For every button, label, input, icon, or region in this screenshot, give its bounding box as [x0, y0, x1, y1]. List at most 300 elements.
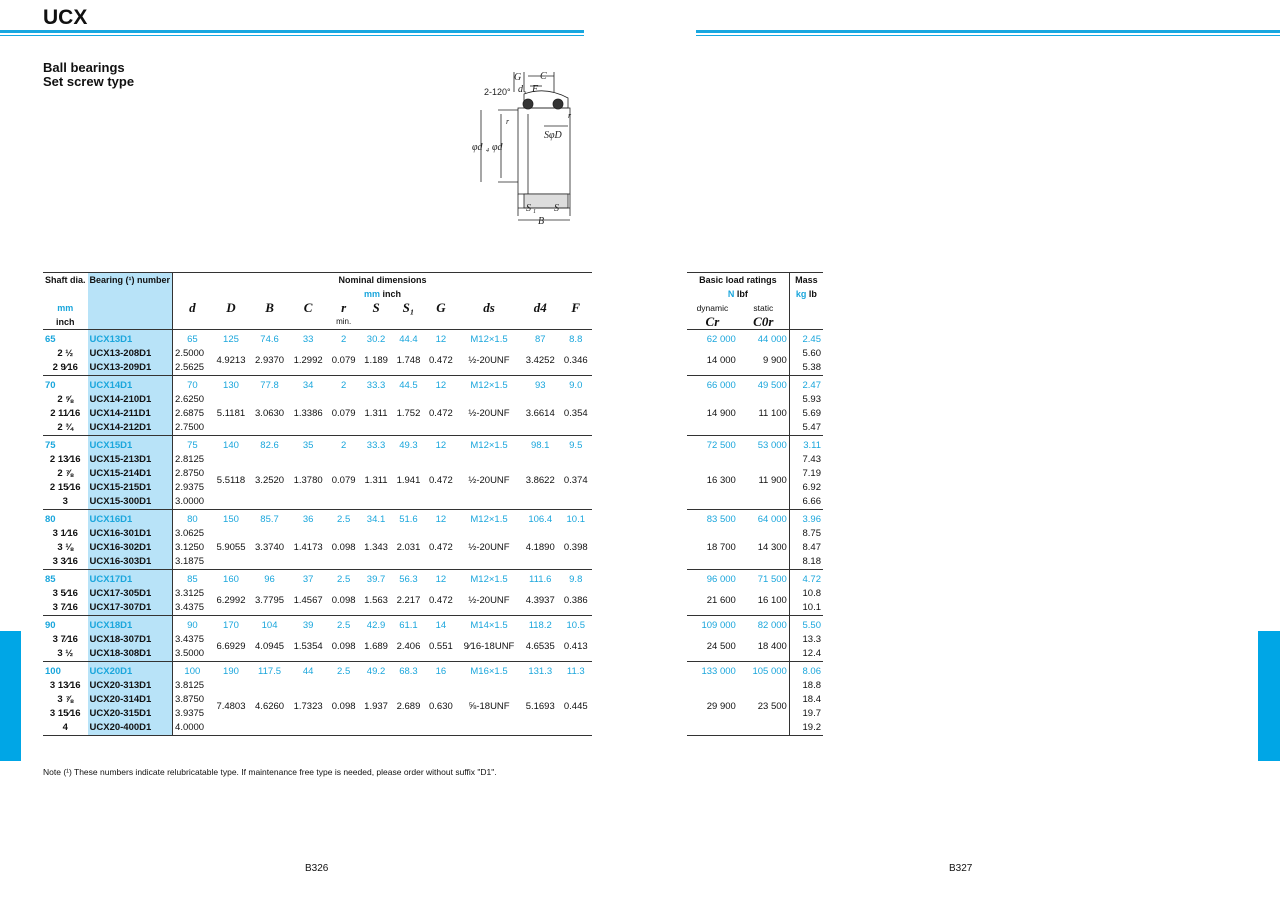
inch-value: 0.079 — [331, 408, 356, 419]
inch-d: 3.0000 — [173, 495, 212, 510]
metric-value: 75 — [173, 436, 212, 454]
bearing-number: UCX15-300D1 — [88, 495, 173, 510]
metric-value: 170 — [212, 616, 251, 634]
metric-value: 2.5 — [327, 510, 359, 528]
metric-value: M12×1.5 — [457, 330, 521, 348]
metric-value: 34 — [289, 376, 328, 394]
bearing-number: UCX17-305D1 — [88, 587, 173, 601]
bearing-number: UCX14-210D1 — [88, 393, 173, 407]
header-static: static — [753, 303, 774, 313]
diagram-label-ds: d — [518, 84, 523, 95]
shaft-inch: 2 ½ — [57, 348, 74, 359]
table-row — [43, 393, 592, 407]
header-rule-left — [0, 30, 584, 33]
table-row — [687, 633, 823, 647]
diagram-label-r1: r — [506, 117, 510, 126]
bearing-number: UCX15D1 — [88, 436, 173, 454]
mass-lb: 10.8 — [789, 587, 823, 601]
table-row — [43, 662, 592, 680]
bearing-number: UCX14D1 — [88, 376, 173, 394]
diagram-label-s1-sub: 1 — [533, 209, 536, 215]
metric-value: 74.6 — [250, 330, 289, 348]
col-F: F — [571, 300, 581, 315]
inch-value: 5.1693 — [525, 701, 555, 712]
inch-value: 6.2992 — [216, 595, 246, 606]
table-row — [43, 679, 592, 693]
shaft-mm: 80 — [43, 510, 88, 528]
shaft-inch: 3 1⁄16 — [52, 528, 78, 539]
metric-value: 100 — [173, 662, 212, 680]
bearing-number: UCX15-215D1 — [88, 481, 173, 495]
metric-value: 90 — [173, 616, 212, 634]
metric-value: 2 — [327, 330, 359, 348]
metric-value: 131.3 — [521, 662, 560, 680]
mass-kg: 2.47 — [789, 376, 823, 394]
table-row — [43, 527, 592, 541]
table-row — [687, 453, 823, 467]
mass-lb: 5.93 — [789, 393, 823, 407]
shaft-inch: 2 ¾ — [57, 422, 74, 433]
inch-value: 1.563 — [364, 595, 388, 606]
shaft-mm: 70 — [43, 376, 88, 394]
inch-value: 3.2520 — [255, 475, 285, 486]
inch-d: 3.1250 — [173, 541, 212, 555]
load-static-lbf: 16 100 — [757, 595, 787, 606]
header-rule-right-thin — [696, 35, 1280, 36]
metric-value: 35 — [289, 436, 328, 454]
diagram-label-r2: r — [568, 111, 572, 120]
metric-value: 12 — [425, 376, 457, 394]
bearing-number: UCX17-307D1 — [88, 601, 173, 616]
table-row — [687, 510, 823, 528]
metric-value: 2.5 — [327, 570, 359, 588]
bearing-number: UCX20-314D1 — [88, 693, 173, 707]
metric-value: 80 — [173, 510, 212, 528]
metric-value: 42.9 — [360, 616, 392, 634]
inch-value: 3.6614 — [525, 408, 555, 419]
page-number-left: B326 — [305, 863, 329, 874]
metric-value: 2 — [327, 376, 359, 394]
bearing-number: UCX18-307D1 — [88, 633, 173, 647]
diagram-label-phi-d4: φd — [472, 142, 483, 153]
load-dynamic-n: 96 000 — [687, 570, 738, 588]
metric-value: 9.8 — [560, 570, 592, 588]
load-dynamic-lbf: 18 700 — [706, 542, 736, 553]
diagram-label-c: C — [540, 71, 547, 82]
inch-value: 1.343 — [364, 542, 388, 553]
inch-value: 0.472 — [429, 408, 453, 419]
col-r: r — [341, 300, 347, 315]
bearing-cross-section-diagram — [468, 68, 580, 228]
inch-value: 2.217 — [396, 595, 421, 606]
metric-value: 36 — [289, 510, 328, 528]
inch-value: 1.3386 — [293, 408, 323, 419]
metric-value: 33.3 — [360, 436, 392, 454]
metric-value: 49.2 — [360, 662, 392, 680]
bearing-number: UCX16-302D1 — [88, 541, 173, 555]
col-d4: d4 — [533, 300, 547, 315]
metric-value: 118.2 — [521, 616, 560, 634]
mass-lb: 12.4 — [789, 647, 823, 662]
mass-lb: 8.47 — [789, 541, 823, 555]
col-B: B — [265, 300, 274, 315]
inch-d: 3.4375 — [173, 601, 212, 616]
shaft-mm: 75 — [43, 436, 88, 454]
shaft-inch: 3 15⁄16 — [49, 708, 81, 719]
shaft-inch: 3 13⁄16 — [49, 680, 81, 691]
load-units-lbf: lbf — [736, 289, 748, 299]
table-row — [43, 347, 592, 361]
load-dynamic-lbf: 14 000 — [706, 355, 736, 366]
bearing-number: UCX15-214D1 — [88, 467, 173, 481]
header-shaft-mm: mm — [57, 303, 74, 313]
load-static-n: 71 500 — [738, 570, 790, 588]
inch-value: 0.472 — [429, 542, 453, 553]
table-row — [687, 616, 823, 634]
metric-value: 44.4 — [392, 330, 424, 348]
mass-lb: 6.92 — [789, 481, 823, 495]
inch-value: 7.4803 — [216, 701, 246, 712]
load-static-lbf: 11 100 — [758, 408, 787, 419]
inch-value: 4.6535 — [525, 641, 555, 652]
inch-value: 1.752 — [396, 408, 421, 419]
bearing-number: UCX14-212D1 — [88, 421, 173, 436]
load-dynamic-n: 66 000 — [687, 376, 738, 394]
col-d: d — [173, 301, 212, 315]
metric-value: 61.1 — [392, 616, 424, 634]
bearing-number: UCX20-313D1 — [88, 679, 173, 693]
inch-d: 3.9375 — [173, 707, 212, 721]
metric-value: 106.4 — [521, 510, 560, 528]
inch-value: 0.551 — [429, 641, 453, 652]
inch-d: 2.5000 — [173, 347, 212, 361]
inch-d: 2.9375 — [173, 481, 212, 495]
bearing-number: UCX20-400D1 — [88, 721, 173, 736]
metric-value: M12×1.5 — [457, 436, 521, 454]
shaft-mm: 90 — [43, 616, 88, 634]
inch-d: 2.6875 — [173, 407, 212, 421]
metric-value: M14×1.5 — [457, 616, 521, 634]
inch-value: 0.374 — [563, 475, 588, 486]
metric-value: 39 — [289, 616, 328, 634]
col-G: G — [436, 300, 446, 315]
metric-value: 96 — [250, 570, 289, 588]
shaft-inch: 3 ⅛ — [57, 542, 74, 553]
bearing-number: UCX13-208D1 — [88, 347, 173, 361]
header-cor: C0r — [753, 314, 774, 329]
inch-value: 0.098 — [331, 701, 356, 712]
mass-lb: 5.60 — [789, 347, 823, 361]
metric-value: 8.8 — [560, 330, 592, 348]
table-row — [687, 393, 823, 407]
table-row — [43, 570, 592, 588]
metric-value: 87 — [521, 330, 560, 348]
metric-value: 111.6 — [521, 570, 560, 588]
table-row — [687, 662, 823, 680]
mass-lb: 6.66 — [789, 495, 823, 510]
load-static-n: 49 500 — [738, 376, 790, 394]
metric-value: 130 — [212, 376, 251, 394]
diagram-label-phi-d: φd — [492, 142, 503, 153]
shaft-inch: 2 15⁄16 — [49, 482, 81, 493]
diagram-label-s: S — [554, 203, 559, 214]
metric-value: 10.5 — [560, 616, 592, 634]
metric-value: 12 — [425, 436, 457, 454]
metric-value: 12 — [425, 330, 457, 348]
bearing-number: UCX18D1 — [88, 616, 173, 634]
inch-value: 0.098 — [331, 542, 356, 553]
load-static-lbf: 11 900 — [758, 475, 787, 486]
dimensions-table-body — [43, 330, 592, 736]
metric-value: 56.3 — [392, 570, 424, 588]
bearing-number: UCX13-209D1 — [88, 361, 173, 376]
table-row — [687, 587, 823, 601]
metric-value: 125 — [212, 330, 251, 348]
inch-value: 6.6929 — [216, 641, 246, 652]
bearing-number: UCX14-211D1 — [88, 407, 173, 421]
load-mass-table-body — [687, 330, 823, 736]
load-static-n: 53 000 — [738, 436, 790, 454]
mass-units-kg: kg — [795, 289, 807, 299]
metric-value: 34.1 — [360, 510, 392, 528]
table-row — [687, 679, 823, 693]
table-row — [687, 376, 823, 394]
mass-kg: 3.96 — [789, 510, 823, 528]
col-r-min: min. — [336, 317, 352, 326]
inch-value: 2.689 — [396, 701, 421, 712]
inch-value: 2.406 — [396, 641, 421, 652]
inch-value: 4.3937 — [525, 595, 555, 606]
bearing-number: UCX17D1 — [88, 570, 173, 588]
mass-lb: 8.75 — [789, 527, 823, 541]
section-tab-left — [0, 631, 21, 761]
inch-value: 0.472 — [429, 475, 453, 486]
load-static-n: 82 000 — [738, 616, 790, 634]
metric-value: 140 — [212, 436, 251, 454]
subtitle-set-screw: Set screw type — [43, 74, 135, 89]
inch-value: 0.386 — [563, 595, 588, 606]
diagram-label-s1: S — [526, 203, 531, 214]
inch-value: 1.689 — [364, 641, 388, 652]
metric-value: 9.5 — [560, 436, 592, 454]
inch-d: 3.5000 — [173, 647, 212, 662]
section-tab-right — [1258, 631, 1280, 761]
inch-value: 1.3780 — [293, 475, 323, 486]
inch-value: 1.748 — [396, 355, 421, 366]
header-shaft: Shaft dia. — [45, 275, 86, 285]
bearing-number: UCX20-315D1 — [88, 707, 173, 721]
load-mass-table — [687, 272, 823, 736]
table-row — [43, 616, 592, 634]
load-static-n: 64 000 — [738, 510, 790, 528]
metric-value: 65 — [173, 330, 212, 348]
inch-d: 3.1875 — [173, 555, 212, 570]
inch-value: 0.098 — [331, 595, 356, 606]
load-dynamic-n: 83 500 — [687, 510, 738, 528]
mass-kg: 2.45 — [789, 330, 823, 348]
metric-value: 2.5 — [327, 616, 359, 634]
inch-value: 1.189 — [364, 355, 388, 366]
metric-value: 160 — [212, 570, 251, 588]
metric-value: 150 — [212, 510, 251, 528]
table-row — [43, 453, 592, 467]
mass-lb: 5.38 — [789, 361, 823, 376]
shaft-inch: 3 ⅞ — [57, 694, 74, 705]
col-ds: ds — [483, 300, 495, 315]
header-shaft-inch: inch — [56, 317, 75, 327]
metric-value: 39.7 — [360, 570, 392, 588]
shaft-inch: 4 — [62, 722, 68, 733]
shaft-inch: 3 5⁄16 — [52, 588, 78, 599]
metric-value: 37 — [289, 570, 328, 588]
metric-value: 44 — [289, 662, 328, 680]
shaft-mm: 85 — [43, 570, 88, 588]
shaft-inch: 2 11⁄16 — [50, 408, 81, 419]
load-dynamic-lbf: 21 600 — [706, 595, 736, 606]
mass-lb: 19.2 — [789, 721, 823, 736]
mass-lb: 8.18 — [789, 555, 823, 570]
metric-value: 77.8 — [250, 376, 289, 394]
inch-value: 1.5354 — [293, 641, 323, 652]
load-dynamic-n: 62 000 — [687, 330, 738, 348]
inch-value: 5.5118 — [216, 475, 246, 486]
shaft-inch: 3 7⁄16 — [52, 634, 78, 645]
table-row — [43, 436, 592, 454]
table-row — [43, 587, 592, 601]
metric-value: M16×1.5 — [457, 662, 521, 680]
metric-value: 14 — [425, 616, 457, 634]
shaft-inch: 3 7⁄16 — [52, 602, 78, 613]
shaft-inch: 2 13⁄16 — [49, 454, 81, 465]
inch-value: ½-20UNF — [468, 542, 510, 553]
metric-value: 16 — [425, 662, 457, 680]
inch-value: ½-20UNF — [468, 475, 510, 486]
inch-d: 4.0000 — [173, 721, 212, 736]
bearing-number: UCX15-213D1 — [88, 453, 173, 467]
table-row — [687, 330, 823, 348]
metric-value: 85 — [173, 570, 212, 588]
inch-value: 0.098 — [331, 641, 356, 652]
diagram-label-b: B — [538, 216, 545, 227]
inch-d: 3.0625 — [173, 527, 212, 541]
header-dynamic: dynamic — [696, 303, 729, 313]
inch-value: 2.031 — [396, 542, 421, 553]
metric-value: 68.3 — [392, 662, 424, 680]
inch-d: 2.8750 — [173, 467, 212, 481]
load-static-lbf: 18 400 — [757, 641, 787, 652]
bearing-number: UCX16D1 — [88, 510, 173, 528]
inch-d: 2.5625 — [173, 361, 212, 376]
shaft-inch: 2 9⁄16 — [52, 362, 78, 373]
inch-value: 1.4173 — [293, 542, 323, 553]
col-S1: S₁ — [402, 300, 415, 315]
diagram-label-ds-sub: s — [524, 90, 527, 96]
mass-lb: 18.8 — [789, 679, 823, 693]
metric-value: 104 — [250, 616, 289, 634]
metric-value: 85.7 — [250, 510, 289, 528]
inch-value: 0.079 — [331, 355, 356, 366]
load-static-n: 44 000 — [738, 330, 790, 348]
inch-value: 4.6260 — [255, 701, 285, 712]
load-dynamic-lbf: 16 300 — [706, 475, 736, 486]
inch-value: 3.8622 — [525, 475, 555, 486]
inch-value: 4.0945 — [255, 641, 285, 652]
inch-value: ½-20UNF — [468, 408, 510, 419]
load-static-lbf: 14 300 — [757, 542, 787, 553]
shaft-inch: 2 ⅞ — [57, 468, 74, 479]
metric-value: 2 — [327, 436, 359, 454]
metric-value: 30.2 — [360, 330, 392, 348]
inch-value: 1.311 — [364, 408, 388, 419]
bearing-number: UCX16-303D1 — [88, 555, 173, 570]
page-number-right: B327 — [949, 863, 973, 874]
inch-value: 4.1890 — [525, 542, 555, 553]
diagram-label-g: G — [514, 72, 522, 83]
series-title: UCX — [43, 6, 88, 29]
load-static-lbf: 9 900 — [763, 355, 787, 366]
inch-value: 2.9370 — [255, 355, 285, 366]
metric-value: M12×1.5 — [457, 570, 521, 588]
col-S: S — [372, 300, 380, 315]
mass-lb: 18.4 — [789, 693, 823, 707]
inch-value: 0.472 — [429, 355, 453, 366]
inch-value: 1.941 — [396, 475, 421, 486]
table-row — [43, 510, 592, 528]
inch-value: ⅝-18UNF — [468, 701, 510, 712]
metric-value: 70 — [173, 376, 212, 394]
metric-value: 11.3 — [560, 662, 592, 680]
header-rule-left-thin — [0, 35, 584, 36]
bearing-number: UCX13D1 — [88, 330, 173, 348]
metric-value: 9.0 — [560, 376, 592, 394]
header-bearing-number: Bearing (¹) number — [88, 273, 173, 288]
inch-value: 5.9055 — [216, 542, 246, 553]
inch-value: 0.346 — [563, 355, 588, 366]
subtitle-ball-bearings: Ball bearings — [43, 60, 125, 75]
inch-value: 0.630 — [429, 701, 453, 712]
inch-value: 1.2992 — [293, 355, 323, 366]
load-dynamic-lbf: 14 900 — [706, 408, 736, 419]
shaft-mm: 65 — [43, 330, 88, 348]
inch-value: ½-20UNF — [468, 355, 510, 366]
load-dynamic-n: 72 500 — [687, 436, 738, 454]
mass-units-lb: lb — [808, 289, 817, 299]
bearing-number: UCX16-301D1 — [88, 527, 173, 541]
shaft-inch: 3 ½ — [57, 648, 74, 659]
inch-value: 3.3740 — [255, 542, 285, 553]
inch-value: ½-20UNF — [468, 595, 510, 606]
shaft-mm: 100 — [43, 662, 88, 680]
load-dynamic-n: 133 000 — [687, 662, 738, 680]
inch-value: 0.398 — [563, 542, 588, 553]
inch-d: 2.7500 — [173, 421, 212, 436]
metric-value: 33 — [289, 330, 328, 348]
mass-lb: 13.3 — [789, 633, 823, 647]
mass-lb: 7.43 — [789, 453, 823, 467]
metric-value: 98.1 — [521, 436, 560, 454]
inch-value: 0.079 — [331, 475, 356, 486]
diagram-label-sphi-d: SφD — [544, 130, 562, 141]
metric-value: 2.5 — [327, 662, 359, 680]
diagram-label-angle: 2-120° — [484, 87, 511, 97]
load-dynamic-n: 109 000 — [687, 616, 738, 634]
metric-value: 10.1 — [560, 510, 592, 528]
inch-value: 0.445 — [563, 701, 588, 712]
inch-d: 2.6250 — [173, 393, 212, 407]
bearing-number: UCX18-308D1 — [88, 647, 173, 662]
col-D: D — [226, 300, 236, 315]
shaft-inch: 3 3⁄16 — [52, 556, 78, 567]
